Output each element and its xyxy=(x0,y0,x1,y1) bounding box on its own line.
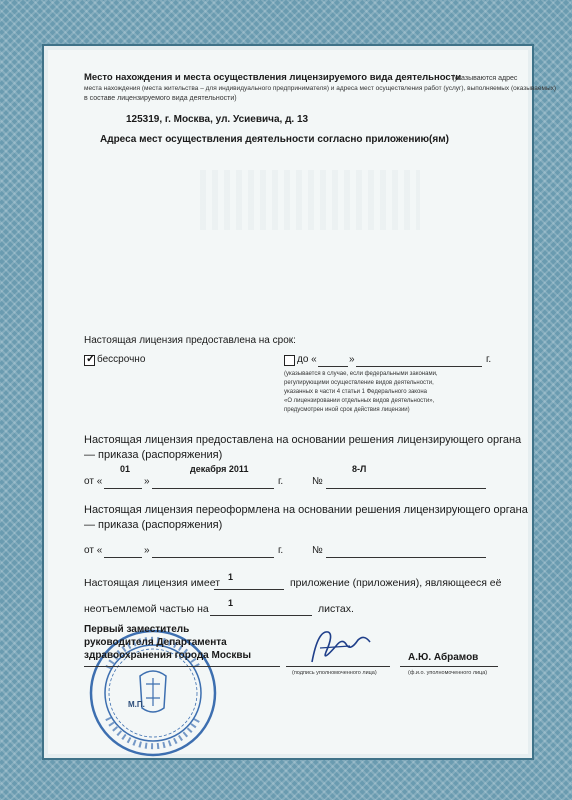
order-month-year: декабря 2011 xyxy=(190,464,249,474)
basis-year-label: г. xyxy=(278,476,284,487)
term-note-3: указанных в части 4 статьи 1 Федерального закона xyxy=(284,389,427,395)
places-note: Адреса мест осуществления деятельности согласно приложению(ям) xyxy=(100,134,449,145)
reissue-date-line xyxy=(152,557,274,558)
basis-heading-2: — приказа (распоряжения) xyxy=(84,449,223,461)
signature-image xyxy=(306,622,376,670)
check-icon: ✓ xyxy=(86,353,96,365)
term-note-5: предусмотрен иной срок действия лицензии) xyxy=(284,407,410,413)
order-number: 8-Л xyxy=(352,464,367,474)
appendix-sheets: 1 xyxy=(228,598,234,608)
term-note-1: (указывается в случае, если федеральными законами, xyxy=(284,371,438,377)
stamp-label: М.П. xyxy=(128,700,145,709)
reissue-day-line xyxy=(104,557,142,558)
order-day: 01 xyxy=(120,464,131,474)
appendix-count-line xyxy=(214,589,284,590)
signatory-name: А.Ю. Абрамов xyxy=(408,652,479,663)
until-close-quote: » xyxy=(349,354,355,365)
basis-from-label: от « xyxy=(84,476,103,487)
until-prefix: до « xyxy=(297,354,317,365)
basis-number-line xyxy=(326,488,486,489)
until-date-line xyxy=(356,366,482,367)
location-note-2: места нахождения (места жительства – для индивидуального предпринимателя) и адреса мест осуществления работ (услуг), выполняемых (оказываемых) xyxy=(84,85,557,92)
appendix-sheets-line xyxy=(210,615,312,616)
reissue-number-label: № xyxy=(312,545,323,556)
reissue-from-label: от « xyxy=(84,545,103,556)
indefinite-checkbox xyxy=(84,355,95,366)
position-line-1: Первый заместитель xyxy=(84,624,190,635)
basis-number-label: № xyxy=(312,476,323,487)
basis-day-line xyxy=(104,488,142,489)
reissue-close-quote: » xyxy=(144,545,150,556)
signature-line xyxy=(286,666,390,667)
term-note-2: регулирующими осуществление видов деятельности, xyxy=(284,380,434,386)
reissue-year-label: г. xyxy=(278,545,284,556)
position-line-2: руководителя Департамента xyxy=(84,637,227,648)
basis-heading-1: Настоящая лицензия предоставлена на основании решения лицензирующего органа xyxy=(84,434,522,446)
appendix-text-3: неотъемлемой частью на xyxy=(84,603,209,615)
name-caption: (ф.и.о. уполномоченного лица) xyxy=(408,670,488,676)
appendix-text-1: Настоящая лицензия имеет xyxy=(84,577,221,589)
name-line xyxy=(400,666,498,667)
reissue-heading-1: Настоящая лицензия переоформлена на основании решения лицензирующего органа xyxy=(84,504,528,516)
appendix-count: 1 xyxy=(228,572,234,582)
location-note-1: (указываются адрес xyxy=(452,75,518,82)
reissue-heading-2: — приказа (распоряжения) xyxy=(84,519,223,531)
position-line xyxy=(84,666,280,667)
basis-date-line xyxy=(152,488,274,489)
appendix-text-4: листах. xyxy=(318,603,354,615)
position-line-3: здравоохранения города Москвы xyxy=(84,650,252,661)
address-value: 125319, г. Москва, ул. Усиевича, д. 13 xyxy=(126,114,309,125)
term-note-4: «О лицензировании отдельных видов деятельности», xyxy=(284,398,435,404)
watermark xyxy=(200,170,420,230)
term-heading: Настоящая лицензия предоставлена на срок: xyxy=(84,335,296,346)
location-note-3: в составе лицензируемого вида деятельности) xyxy=(84,95,237,102)
until-year-label: г. xyxy=(486,354,492,365)
indefinite-label: бессрочно xyxy=(97,354,146,365)
basis-close-quote: » xyxy=(144,476,150,487)
reissue-number-line xyxy=(326,557,486,558)
appendix-text-2: приложение (приложения), являющееся её xyxy=(290,577,502,589)
until-checkbox xyxy=(284,355,295,366)
signature-caption: (подпись уполномоченного лица) xyxy=(292,670,377,676)
location-heading: Место нахождения и места осуществления лицензируемого вида деятельности xyxy=(84,72,462,83)
until-day-line xyxy=(318,366,348,367)
